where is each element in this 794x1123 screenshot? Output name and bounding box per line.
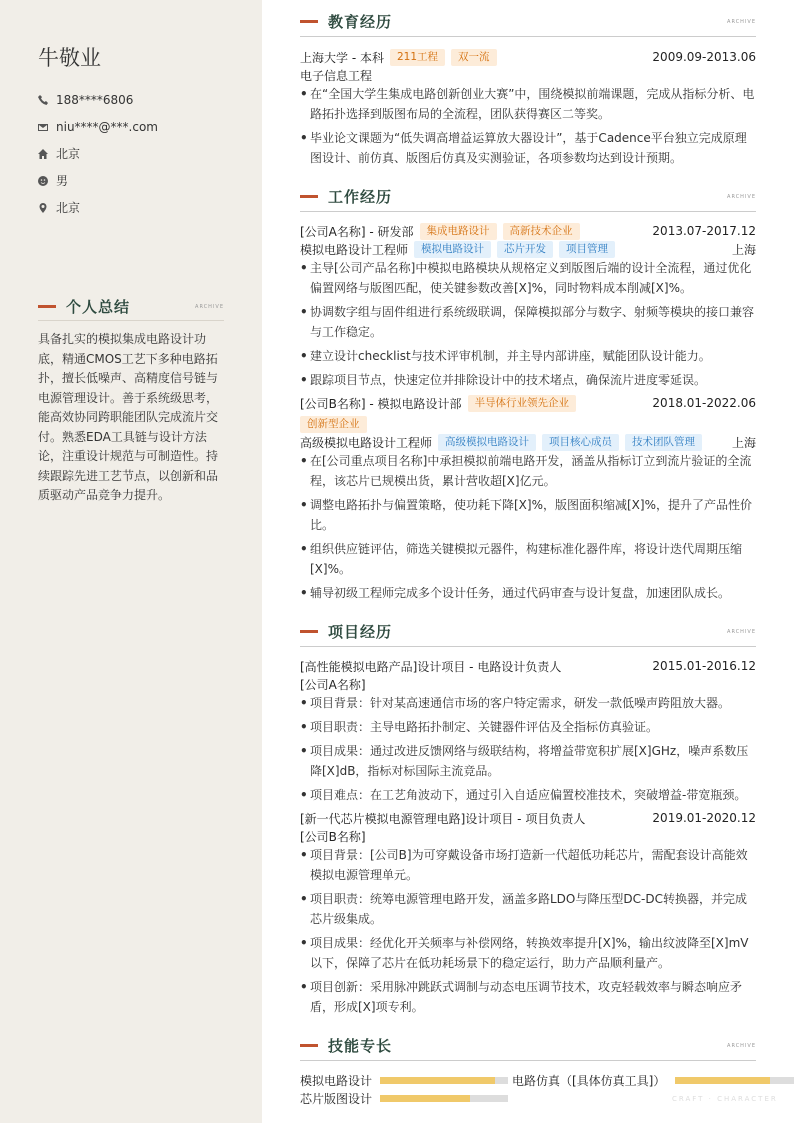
skill-item	[512, 1072, 794, 1089]
archive-label: ARCHIVE	[727, 1042, 756, 1049]
accent-bar	[38, 305, 56, 308]
skill-bar	[380, 1077, 508, 1084]
project-dates: 2019.01-2020.12	[652, 811, 756, 825]
archive-label: ARCHIVE	[727, 18, 756, 25]
company-tag: 创新型企业	[300, 416, 367, 433]
list-item: • 在[公司重点项目名称]中承担模拟前端电路开发，涵盖从指标订立到流片验证的全流程，该芯片已规模出货，累计营收超[X]亿元。	[300, 454, 752, 488]
role-tag: 项目管理	[559, 241, 615, 258]
skills-heading	[300, 1031, 756, 1061]
accent-bar	[300, 1044, 318, 1047]
job-bullets	[300, 451, 756, 607]
archive-label: ARCHIVE	[727, 193, 756, 200]
job-role-row	[300, 240, 756, 258]
project-bullets	[300, 693, 756, 809]
projects-heading	[300, 617, 756, 647]
phone-text: 188****6806	[56, 92, 134, 107]
email-text: niu****@***.com	[56, 119, 158, 134]
job-role-row	[300, 433, 756, 451]
contact-location	[38, 194, 158, 221]
home-icon	[38, 149, 48, 159]
list-item: • 项目成果：通过改进反馈网络与级联结构，将增益带宽积扩展[X]GHz，噪声系数压降[X]dB，指标对标国际主流竞品。	[300, 744, 749, 778]
skill-bar-fill	[380, 1077, 495, 1084]
work-heading	[300, 182, 756, 212]
accent-bar	[300, 195, 318, 198]
education-title: 教育经历	[328, 13, 393, 31]
contact-gender	[38, 167, 158, 194]
watermark: CRAFT · CHARACTER	[672, 1095, 778, 1103]
project-name: [高性能模拟电路产品]设计项目 - 电路设计负责人	[300, 659, 562, 674]
skill-bar-fill	[380, 1095, 470, 1102]
job-city: 上海	[731, 242, 756, 257]
projects-title: 项目经历	[328, 623, 393, 641]
summary-heading	[38, 293, 224, 321]
list-item: • 协调数字组与固件组进行系统级联调，保障模拟部分与数字、射频等模块的接口兼容与工作稳定。	[300, 305, 755, 339]
role-tag: 芯片开发	[497, 241, 553, 258]
company-tag: 高新技术企业	[503, 223, 580, 240]
list-item: • 项目背景：[公司B]为可穿戴设备市场打造新一代超低功耗芯片，需配套设计高能效模拟电源管理单元。	[300, 848, 748, 882]
company-tag: 半导体行业领先企业	[468, 395, 577, 412]
job-role: 模拟电路设计工程师	[300, 242, 409, 257]
job-dates: 2013.07-2017.12	[652, 224, 756, 238]
project-header	[300, 809, 756, 827]
school-tag: 双一流	[451, 49, 497, 66]
skill-name: 电路仿真（[具体仿真工具]）	[512, 1074, 666, 1088]
job-bullets	[300, 258, 756, 394]
job-role: 高级模拟电路设计工程师	[300, 435, 433, 450]
role-tag: 高级模拟电路设计	[438, 434, 536, 451]
work-title: 工作经历	[328, 188, 393, 206]
company-name: [公司B名称] - 模拟电路设计部	[300, 396, 462, 411]
project-header	[300, 657, 756, 675]
company-tag: 集成电路设计	[420, 223, 497, 240]
job-header	[300, 222, 756, 240]
education-header	[300, 48, 756, 66]
project-company-row	[300, 675, 756, 693]
role-tag: 模拟电路设计	[414, 241, 491, 258]
list-item: • 主导[公司产品名称]中模拟电路模块从规格定义到版图后端的设计全流程，通过优化偏置网络与版图匹配，使关键参数改善[X]%，同时物料成本削减[X]%。	[300, 261, 752, 295]
skill-item	[300, 1072, 508, 1089]
list-item: • 辅导初级工程师完成多个设计任务，通过代码审查与设计复盘，加速团队成长。	[300, 586, 731, 600]
contact-email	[38, 113, 158, 140]
skill-item	[300, 1090, 508, 1107]
list-item: • 调整电路拓扑与偏置策略，使功耗下降[X]%，版图面积缩减[X]%，提升了产品性价比。	[300, 498, 752, 532]
location-text: 北京	[56, 201, 81, 215]
major-row	[300, 66, 756, 84]
role-tag: 项目核心成员	[542, 434, 619, 451]
job-header	[300, 394, 756, 412]
hometown-text: 北京	[56, 147, 81, 161]
user-icon	[38, 176, 48, 186]
list-item: • 项目成果：经优化开关频率与补偿网络，转换效率提升[X]%，输出纹波降至[X]mV以下，保障了芯片在低功耗场景下的稳定运行，助力产品顺利量产。	[300, 936, 749, 970]
list-item: • 组织供应链评估，筛选关键模拟元器件，构建标准化器件库，将设计迭代周期压缩[X]%。	[300, 542, 743, 576]
skill-name: 芯片版图设计	[300, 1092, 373, 1106]
accent-bar	[300, 20, 318, 23]
candidate-name: 牛敬业	[38, 46, 101, 70]
list-item: • 毕业论文课题为“低失调高增益运算放大器设计”，基于Cadence平台独立完成原理图设计、前仿真、版图后仿真及实测验证，各项参数均达到设计预期。	[300, 131, 747, 165]
school-name: 上海大学 - 本科	[300, 50, 384, 65]
contact-list	[38, 86, 158, 221]
project-dates: 2015.01-2016.12	[652, 659, 756, 673]
list-item: • 项目难点：在工艺角波动下，通过引入自适应偏置校准技术，突破增益-带宽瓶颈。	[300, 788, 747, 802]
project-company-row	[300, 827, 756, 845]
major: 电子信息工程	[300, 68, 373, 83]
role-tag: 技术团队管理	[625, 434, 702, 451]
project-company: [公司A名称]	[300, 677, 366, 692]
skill-bar-fill	[675, 1077, 770, 1084]
job-dates: 2018.01-2022.06	[652, 396, 756, 410]
gender-text: 男	[56, 174, 69, 188]
location-pin-icon	[38, 203, 48, 213]
company-tag-row	[300, 415, 756, 433]
project-bullets	[300, 845, 756, 1021]
list-item: • 建立设计checklist与技术评审机制，并主导内部讲座，赋能团队设计能力。	[300, 349, 711, 363]
contact-phone	[38, 86, 158, 113]
school-tag: 211工程	[390, 49, 445, 66]
list-item: • 项目背景：针对某高速通信市场的客户特定需求，研发一款低噪声跨阻放大器。	[300, 696, 731, 710]
skill-bar	[380, 1095, 508, 1102]
list-item: • 项目创新：采用脉冲跳跃式调制与动态电压调节技术，攻克轻载效率与瞬态响应矛盾，形成[X]项专利。	[300, 980, 743, 1014]
job-city: 上海	[731, 435, 756, 450]
list-item: • 跟踪项目节点，快速定位并排除设计中的技术堵点，确保流片进度零延误。	[300, 373, 707, 387]
phone-icon	[38, 95, 48, 105]
education-dates: 2009.09-2013.06	[652, 50, 756, 64]
company-name: [公司A名称] - 研发部	[300, 224, 414, 239]
contact-hometown	[38, 140, 158, 167]
education-heading	[300, 7, 756, 37]
skills-title: 技能专长	[328, 1037, 393, 1055]
skill-name: 模拟电路设计	[300, 1074, 373, 1088]
summary-title: 个人总结	[66, 298, 131, 316]
accent-bar	[300, 630, 318, 633]
list-item: • 在“全国大学生集成电路创新创业大赛”中，围绕模拟前端课题，完成从指标分析、电路拓扑选择到版图布局的全流程，团队获得赛区二等奖。	[300, 87, 755, 121]
project-name: [新一代芯片模拟电源管理电路]设计项目 - 项目负责人	[300, 811, 586, 826]
education-bullets	[300, 84, 756, 172]
list-item: • 项目职责：统筹电源管理电路开发，涵盖多路LDO与降压型DC-DC转换器，并完成芯片级集成。	[300, 892, 747, 926]
list-item: • 项目职责：主导电路拓扑制定、关键器件评估及全指标仿真验证。	[300, 720, 659, 734]
skill-bar	[675, 1077, 794, 1084]
mail-icon	[38, 122, 48, 132]
project-company: [公司B名称]	[300, 829, 366, 844]
archive-label: ARCHIVE	[727, 628, 756, 635]
summary-text: 具备扎实的模拟集成电路设计功底，精通CMOS工艺下多种电路拓扑，擅长低噪声、高精度信号链与电源管理设计。善于系统级思考，能高效协同跨职能团队完成流片交付。熟悉EDA工具链与设计方法论，注重设计规范与可制造性。持续跟踪先进工艺节点，以创新和品质驱动产品竞争力提升。	[38, 332, 219, 502]
archive-label: ARCHIVE	[195, 303, 224, 310]
